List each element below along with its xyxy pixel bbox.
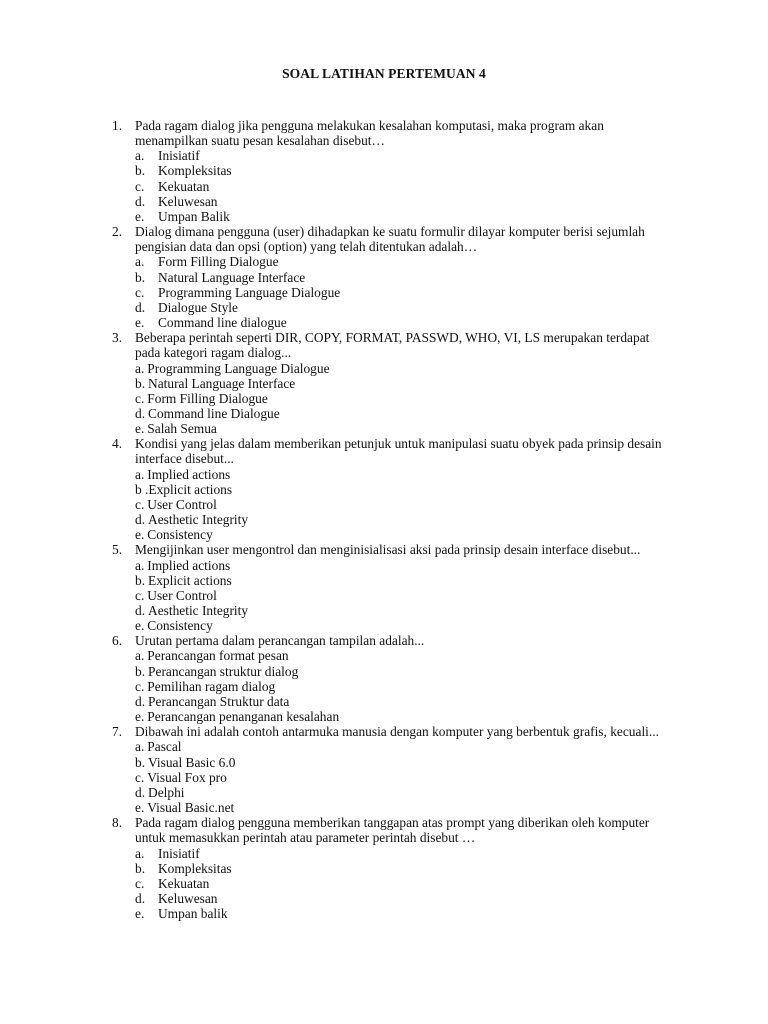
answer-option xyxy=(135,406,672,421)
question-item xyxy=(112,224,672,330)
question-item xyxy=(112,330,672,436)
question-text: Beberapa perintah seperti DIR, COPY, FORMAT, PASSWD, WHO, VI, LS merupakan terdapat pada kategori ragam dialog... xyxy=(135,330,650,361)
answer-option xyxy=(135,163,672,178)
option-list xyxy=(135,739,672,815)
question-number: 8. xyxy=(112,815,123,831)
option-letter: b. xyxy=(135,860,146,876)
option-letter: b. xyxy=(135,754,146,770)
option-letter: c. xyxy=(135,178,145,194)
option-text: Umpan Balik xyxy=(158,208,230,224)
option-text: Inisiatif xyxy=(158,148,200,164)
option-letter: a. xyxy=(135,360,145,376)
option-letter: d. xyxy=(135,890,146,906)
option-text: User Control xyxy=(147,587,217,603)
option-letter: d. xyxy=(135,299,146,315)
question-text: Dibawah ini adalah contoh antarmuka manusia dengan komputer yang berbentuk grafis, kecuali... xyxy=(135,724,659,740)
question-number: 3. xyxy=(112,330,123,346)
question-number: 2. xyxy=(112,224,123,240)
option-letter: a. xyxy=(135,557,145,573)
answer-option xyxy=(135,315,672,330)
option-text: Umpan balik xyxy=(158,906,228,922)
option-letter: c. xyxy=(135,496,145,512)
option-letter: e. xyxy=(135,709,145,725)
option-letter: a. xyxy=(135,466,145,482)
option-text: Dialogue Style xyxy=(158,299,238,315)
option-letter: b. xyxy=(135,163,146,179)
option-letter: c. xyxy=(135,769,145,785)
option-text: Kekuatan xyxy=(158,178,210,194)
answer-option xyxy=(135,785,672,800)
option-text: Command line dialogue xyxy=(158,315,287,331)
answer-option xyxy=(135,603,672,618)
option-text: Implied actions xyxy=(147,557,231,573)
option-letter: e. xyxy=(135,421,145,437)
answer-option xyxy=(135,148,672,163)
answer-option xyxy=(135,679,672,694)
answer-option xyxy=(135,861,672,876)
answer-option xyxy=(135,270,672,285)
option-text: Pascal xyxy=(147,739,182,755)
answer-option xyxy=(135,876,672,891)
option-letter: c. xyxy=(135,284,145,300)
answer-option xyxy=(135,588,672,603)
option-text: Pemilihan ragam dialog xyxy=(147,678,276,694)
question-number: 4. xyxy=(112,436,123,452)
question-item xyxy=(112,724,672,815)
option-text: Natural Language Interface xyxy=(148,375,296,391)
option-text: Aesthetic Integrity xyxy=(148,603,249,618)
answer-option xyxy=(135,421,672,436)
question-item xyxy=(112,542,672,633)
option-letter: d. xyxy=(135,603,146,618)
option-text: Programming Language Dialogue xyxy=(147,360,330,376)
option-list xyxy=(135,254,672,330)
option-text: Perancangan struktur dialog xyxy=(148,663,299,679)
option-letter: d. xyxy=(135,193,146,209)
option-letter: a. xyxy=(135,254,145,270)
answer-option xyxy=(135,891,672,906)
option-letter: a. xyxy=(135,845,145,861)
answer-option xyxy=(135,300,672,315)
answer-option xyxy=(135,285,672,300)
question-item xyxy=(112,633,672,724)
answer-option xyxy=(135,755,672,770)
option-letter: d. xyxy=(135,512,146,528)
option-text: Implied actions xyxy=(147,466,231,482)
option-list xyxy=(135,361,672,437)
answer-option xyxy=(135,906,672,921)
answer-option xyxy=(135,254,672,269)
question-text: Urutan pertama dalam perancangan tampilan adalah... xyxy=(135,633,425,649)
option-text: User Control xyxy=(147,496,217,512)
option-text: Inisiatif xyxy=(158,845,200,861)
option-text: Keluwesan xyxy=(158,890,218,906)
option-text: Perancangan Struktur data xyxy=(148,693,290,709)
option-text: Keluwesan xyxy=(158,193,218,209)
answer-option xyxy=(135,209,672,224)
question-item xyxy=(112,815,672,921)
option-text: Natural Language Interface xyxy=(158,269,306,285)
option-letter: d. xyxy=(135,405,146,421)
option-letter: e. xyxy=(135,315,145,331)
option-list xyxy=(135,148,672,224)
answer-option xyxy=(135,709,672,724)
option-text: Perancangan penanganan kesalahan xyxy=(147,709,340,725)
answer-option xyxy=(135,558,672,573)
option-letter: e. xyxy=(135,208,145,224)
answer-option xyxy=(135,361,672,376)
option-letter: c. xyxy=(135,875,145,891)
question-text: Dialog dimana pengguna (user) dihadapkan ke suatu formulir dilayar komputer berisi sejumlah pengisian data dan opsi (option) yang telah ditentukan adalah… xyxy=(135,224,645,255)
option-letter: c. xyxy=(135,678,145,694)
answer-option xyxy=(135,770,672,785)
answer-option xyxy=(135,527,672,542)
option-text: Kekuatan xyxy=(158,875,210,891)
option-letter: a. xyxy=(135,148,145,164)
option-text: Perancangan format pesan xyxy=(147,648,289,664)
option-letter: d. xyxy=(135,693,146,709)
question-text: Pada ragam dialog pengguna memberikan tanggapan atas prompt yang diberikan oleh komputer untuk memasukkan perintah atau parameter perintah disebut … xyxy=(135,815,650,846)
answer-option xyxy=(135,739,672,754)
answer-option xyxy=(135,497,672,512)
answer-option xyxy=(135,664,672,679)
answer-option xyxy=(135,467,672,482)
question-list xyxy=(112,118,672,921)
option-letter: e. xyxy=(135,800,145,816)
answer-option xyxy=(135,800,672,815)
option-list xyxy=(135,846,672,922)
answer-option xyxy=(135,648,672,663)
question-number: 7. xyxy=(112,724,123,740)
answer-option xyxy=(135,179,672,194)
option-letter: c. xyxy=(135,587,145,603)
option-list xyxy=(135,558,672,634)
answer-option xyxy=(135,694,672,709)
option-text: Visual Basic.net xyxy=(147,800,235,816)
answer-option xyxy=(135,618,672,633)
answer-option xyxy=(135,846,672,861)
question-item xyxy=(112,436,672,542)
option-letter: c. xyxy=(135,390,145,406)
option-letter: a. xyxy=(135,648,145,664)
option-list xyxy=(135,467,672,543)
page-title: SOAL LATIHAN PERTEMUAN 4 xyxy=(282,66,486,81)
option-letter: e. xyxy=(135,527,145,543)
option-letter: d. xyxy=(135,784,146,800)
option-text: Kompleksitas xyxy=(158,860,232,876)
option-letter: a. xyxy=(135,739,145,755)
question-text: Pada ragam dialog jika pengguna melakukan kesalahan komputasi, maka program akan menampilkan suatu pesan kesalahan disebut… xyxy=(135,118,604,149)
answer-option xyxy=(135,194,672,209)
option-text: Command line Dialogue xyxy=(148,405,280,421)
answer-option xyxy=(135,482,672,497)
option-letter: b. xyxy=(135,375,146,391)
option-text: Consistency xyxy=(147,618,213,634)
question-number: 5. xyxy=(112,542,123,558)
option-text: Delphi xyxy=(148,784,185,800)
option-text: Explicit actions xyxy=(148,572,232,588)
option-letter: e. xyxy=(135,906,145,922)
question-text: Kondisi yang jelas dalam memberikan petunjuk untuk manipulasi suatu obyek pada prinsip desain interface disebut... xyxy=(135,436,662,467)
option-text: Visual Fox pro xyxy=(147,769,227,785)
option-letter: b. xyxy=(135,663,146,679)
option-letter: b. xyxy=(135,572,146,588)
option-text: Kompleksitas xyxy=(158,163,232,179)
option-letter: b . xyxy=(135,481,149,497)
question-number: 6. xyxy=(112,633,123,649)
answer-option xyxy=(135,391,672,406)
option-text: Visual Basic 6.0 xyxy=(148,754,236,770)
option-letter: e. xyxy=(135,618,145,634)
answer-option xyxy=(135,512,672,527)
answer-option xyxy=(135,376,672,391)
option-text: Form Filling Dialogue xyxy=(158,254,279,270)
option-letter: b. xyxy=(135,269,146,285)
option-list xyxy=(135,648,672,724)
option-text: Programming Language Dialogue xyxy=(158,284,341,300)
option-text: Aesthetic Integrity xyxy=(148,512,249,528)
option-text: Consistency xyxy=(147,527,213,543)
option-text: Salah Semua xyxy=(147,421,217,437)
question-number: 1. xyxy=(112,118,123,133)
option-text: Form Filling Dialogue xyxy=(147,390,268,406)
answer-option xyxy=(135,573,672,588)
question-text: Mengijinkan user mengontrol dan menginisialisasi aksi pada prinsip desain interface disebut... xyxy=(135,542,641,558)
option-text: Explicit actions xyxy=(148,481,233,497)
question-item xyxy=(112,118,672,224)
